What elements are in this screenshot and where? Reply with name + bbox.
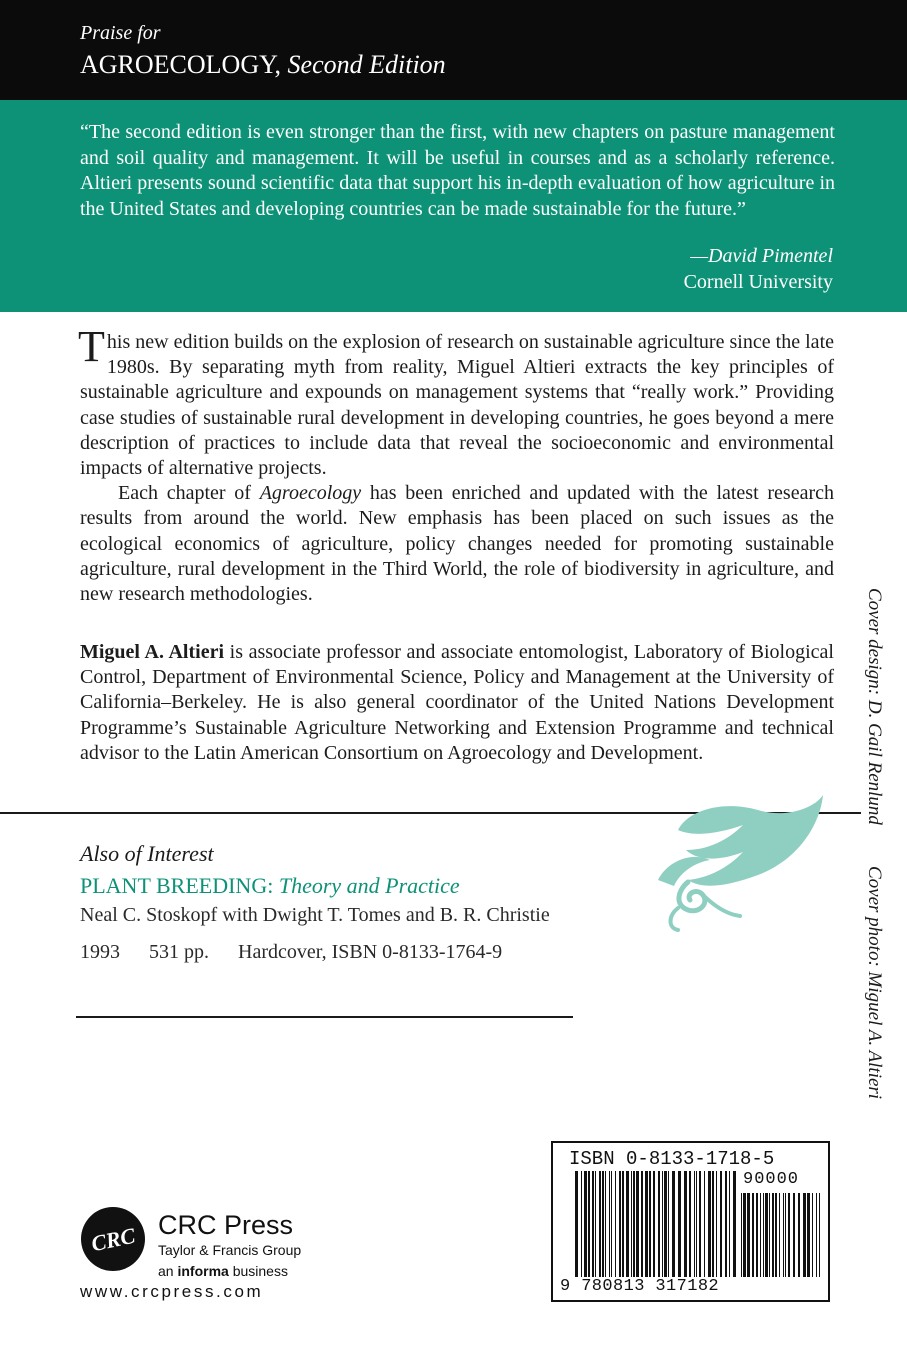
barcode-bar — [605, 1171, 606, 1277]
short-divider — [76, 1016, 573, 1018]
barcode-bar — [803, 1193, 806, 1277]
related-book-authors: Neal C. Stoskopf with Dwight T. Tomes and B. R. Christie — [80, 904, 550, 926]
barcode-bar — [741, 1193, 742, 1277]
description-paragraph-2-start: Each chapter of — [118, 482, 260, 505]
book-edition: Second Edition — [287, 50, 446, 79]
praise-affiliation: Cornell University — [683, 271, 833, 293]
barcode-bar — [672, 1171, 675, 1277]
author-bio-text: is associate professor and associate entomologist, Laboratory of Biological Control, Department of Environmental Science, Policy and Management at the University of California–Berkeley. He is also general coordinator of the United Nations Development Programme’s Sustainable Agriculture Networking and Extension Programme and technical advisor to the Latin American Consortium on Agroecology and Development. — [80, 641, 834, 764]
book-title — [80, 50, 446, 80]
barcode-bar — [599, 1171, 601, 1277]
barcode-bar — [756, 1193, 758, 1277]
barcode-bar — [664, 1171, 667, 1277]
barcode-bar — [581, 1171, 582, 1277]
barcode-bar — [788, 1193, 790, 1277]
barcode-bar — [684, 1171, 687, 1277]
cover-design-credit: Cover design: D. Gail Renlund — [864, 588, 885, 825]
drop-cap: T — [78, 322, 105, 371]
book-description — [78, 322, 834, 607]
barcode-bar — [775, 1193, 777, 1277]
barcode-bar — [769, 1193, 770, 1277]
barcode-bar — [725, 1171, 727, 1277]
crc-logo-icon — [80, 1206, 146, 1272]
barcode-bar — [615, 1171, 616, 1277]
description-paragraph-1 — [78, 322, 834, 481]
related-book-year: 1993 — [80, 941, 120, 963]
barcode-bar — [662, 1171, 663, 1277]
praise-for-label: Praise for — [80, 22, 161, 44]
barcode-addon-bars-icon — [741, 1193, 821, 1277]
barcode-bar — [763, 1193, 764, 1277]
barcode-bar — [611, 1171, 612, 1277]
author-name: Miguel A. Altieri — [80, 641, 225, 663]
publisher-informa — [158, 1263, 288, 1279]
related-book-pages: 531 pp. — [149, 941, 209, 963]
praise-author: —David Pimentel — [690, 245, 833, 267]
barcode-digits: 9 780813 317182 — [560, 1277, 720, 1296]
barcode-bar — [602, 1171, 604, 1277]
barcode-bar — [626, 1171, 629, 1277]
barcode-price-code: 90000 — [743, 1170, 800, 1189]
barcode-bar — [645, 1171, 648, 1277]
description-book-name: Agroecology — [259, 482, 362, 505]
barcode-bar — [658, 1171, 660, 1277]
barcode-bar — [812, 1193, 813, 1277]
barcode-bar — [653, 1171, 655, 1277]
barcode-bar — [699, 1171, 701, 1277]
related-book-subtitle: Theory and Practice — [278, 873, 460, 898]
publisher-name: CRC Press — [158, 1210, 294, 1240]
barcode-bar — [716, 1171, 717, 1277]
book-title-main: AGROECOLOGY, — [80, 50, 282, 79]
barcode-bar — [609, 1171, 610, 1277]
barcode-bar — [631, 1171, 632, 1277]
barcode-bar — [743, 1193, 746, 1277]
barcode-bar — [592, 1171, 594, 1277]
author-bio — [80, 640, 834, 766]
barcode-bar — [622, 1171, 624, 1277]
barcode-bar — [760, 1193, 761, 1277]
informa-prefix: an — [158, 1263, 178, 1279]
barcode-bar — [729, 1171, 730, 1277]
barcode-bar — [696, 1171, 697, 1277]
barcode-bar — [765, 1193, 768, 1277]
barcode-bar — [819, 1193, 820, 1277]
description-paragraph-2 — [80, 481, 834, 607]
barcode-bar — [708, 1171, 711, 1277]
barcode-bar — [694, 1171, 695, 1277]
related-book-title — [80, 873, 460, 899]
barcode-bar — [720, 1171, 722, 1277]
barcode-isbn: ISBN 0-8133-1718-5 — [569, 1148, 775, 1170]
barcode-bar — [752, 1193, 754, 1277]
publisher-website: www.crcpress.com — [80, 1282, 264, 1301]
barcode-bar — [619, 1171, 621, 1277]
barcode-bar — [704, 1171, 705, 1277]
leaf-ornament-icon — [648, 790, 828, 940]
praise-block — [0, 100, 907, 312]
barcode-bar — [793, 1193, 795, 1277]
description-paragraph-2-text: has been enriched and updated with the latest research results from around the world. New emphasis has been placed on such issues as the ecological economics of agriculture, policy changes needed for promoting sustainable agriculture, rural development in the Third World, the role of biodiversity in agriculture, and new research methodologies. — [80, 482, 834, 606]
crc-logo-text: CRC — [88, 1222, 138, 1257]
informa-word: informa — [177, 1263, 229, 1279]
praise-quote: “The second edition is even stronger than the first, with new chapters on pasture management and soil quality and management. It will be useful in courses and as a scholarly reference. Altieri presents sound scientific data that support his in-depth evaluation of how agriculture in the United States and developing countries can be made sustainable for the future.” — [80, 121, 835, 220]
barcode-bar — [712, 1171, 714, 1277]
related-book-format: Hardcover, ISBN 0-8133-1764-9 — [238, 941, 503, 963]
barcode-box — [551, 1141, 830, 1302]
barcode-bar — [678, 1171, 681, 1277]
barcode-bar — [783, 1193, 784, 1277]
barcode-bar — [785, 1193, 786, 1277]
barcode-bar — [641, 1171, 643, 1277]
barcode-bar — [772, 1193, 774, 1277]
barcode-bar — [779, 1193, 780, 1277]
description-paragraph-1-text: his new edition builds on the explosion of research on sustainable agriculture since the late 1980s. By separating myth from reality, Miguel Altieri extracts the key principles of sustainable agriculture and expounds on management systems that “really work.” Providing case studies of sustainable rural development in developing countries, he goes beyond a mere description of practices to include data that reveal the socioeconomic and environmental impacts of alternative projects. — [80, 331, 834, 480]
related-book-details — [80, 941, 526, 964]
barcode-bar — [747, 1193, 750, 1277]
barcode-bar — [588, 1171, 590, 1277]
header-band — [0, 0, 907, 100]
publisher-group: Taylor & Francis Group — [158, 1242, 302, 1258]
barcode-bar — [816, 1193, 817, 1277]
barcode-bar — [595, 1171, 596, 1277]
barcode-bar — [575, 1171, 578, 1277]
barcode-bar — [668, 1171, 669, 1277]
barcode-bar — [807, 1193, 810, 1277]
cover-photo-credit: Cover photo: Miguel A. Altieri — [864, 866, 885, 1100]
informa-suffix: business — [228, 1263, 288, 1279]
barcode-bar — [733, 1171, 736, 1277]
also-of-interest-heading: Also of Interest — [80, 841, 214, 866]
barcode-bar — [636, 1171, 639, 1277]
barcode-bar — [689, 1171, 691, 1277]
barcode-bar — [584, 1171, 587, 1277]
barcode-bar — [649, 1171, 651, 1277]
barcode-bars-icon — [575, 1171, 737, 1277]
related-book-title-main: PLANT BREEDING: — [80, 873, 274, 898]
barcode-bar — [798, 1193, 800, 1277]
barcode-bar — [633, 1171, 635, 1277]
